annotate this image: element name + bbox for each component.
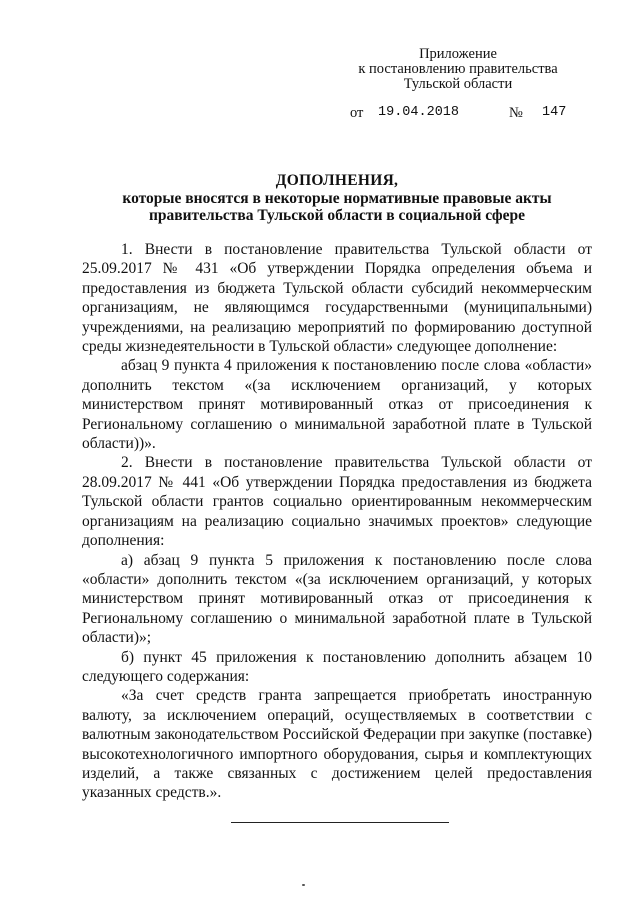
paragraph-4: а) абзац 9 пункта 5 приложения к постановлению после слова «области» дополнить текстом «(за исключением организаций, у которых министерством принят мотивированный отказ от присоединения к Региональному соглашению о минимальной заработной плате в Тульской области)»; (82, 551, 592, 647)
appendix-line-2: к постановлению правительства (358, 61, 558, 77)
document-title (82, 172, 592, 225)
title-line-3: правительства Тульской области в социальной сфере (148, 207, 526, 224)
appendix-line-3: Тульской области (403, 76, 513, 92)
scan-dot (302, 884, 305, 886)
end-rule (231, 822, 449, 823)
date-number-line (350, 105, 570, 121)
title-main: ДОПОЛНЕНИЯ, (275, 172, 399, 189)
appendix-line-1: Приложение (419, 46, 497, 62)
appendix-block (350, 47, 566, 92)
number-label: № (509, 105, 523, 121)
paragraph-2: абзац 9 пункта 4 приложения к постановлению после слова «области» дополнить текстом «(за исключением организаций, у которых министерством принят мотивированный отказ от присоединения к Региональному соглашению о минимальной заработной плате в Тульской области))». (82, 357, 592, 453)
document-body (82, 240, 592, 803)
date-prefix: от (350, 105, 364, 121)
number-value: 147 (542, 105, 567, 120)
title-line-2: которые вносятся в некоторые нормативные правовые акты (122, 189, 552, 207)
paragraph-3: 2. Внести в постановление правительства Тульской области от 28.09.2017 № 441 «Об утверждении Порядка предоставления из бюджета Тульской области грантов социально ориентированным некоммерческим организациям на реализацию социально значимых проектов» следующие дополнения: (82, 454, 592, 550)
paragraph-6: «За счет средств гранта запрещается приобретать иностранную валюту, за исключением операций, осуществляемых в соответствии с валютным законодательством Российской Федерации при закупке (поставке) высокотехнологичного импортного оборудования, сырья и комплектующих изделий, а также связанных с достижением целей предоставления указанных средств.». (82, 687, 592, 802)
paragraph-1: 1. Внести в постановление правительства Тульской области от 25.09.2017 № 431 «Об утверждении Порядка определения объема и предоставления из бюджета Тульской области субсидий некоммерческим организациям, не являющимся государственными (муниципальными) учреждениями, на реализацию мероприятий по формированию доступной среды жизнедеятельности в Тульской области» следующее дополнение: (82, 241, 592, 356)
date-value: 19.04.2018 (378, 105, 460, 120)
paragraph-5: б) пункт 45 приложения к постановлению дополнить абзацем 10 следующего содержания: (82, 648, 592, 685)
